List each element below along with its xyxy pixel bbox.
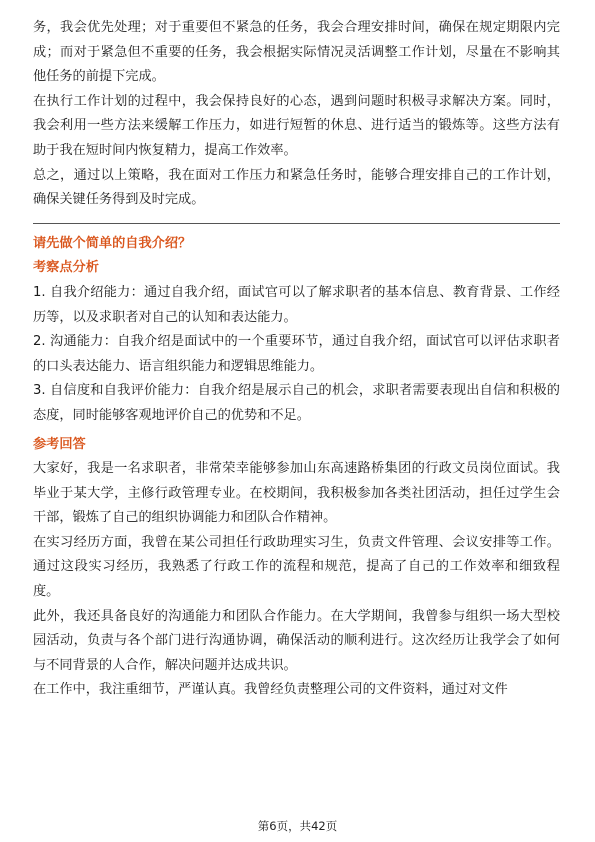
section-divider xyxy=(33,223,560,224)
answer-paragraph: 在实习经历方面，我曾在某公司担任行政助理实习生，负责文件管理、会议安排等工作。通过这段实习经历，我熟悉了行政工作的流程和规范，提高了自己的工作效率和细致程度。 xyxy=(33,534,560,600)
question-title: 请先做个简单的自我介绍？ xyxy=(33,235,192,251)
analysis-item: 3. 自信度和自我评价能力：自我介绍是展示自己的机会，求职者需要表现出自信和积极的态度，同时能够客观地评价自己的优势和不足。 xyxy=(33,383,560,423)
body-paragraph: 总之，通过以上策略，我在面对工作压力和紧急任务时，能够合理安排自己的工作计划，确保关键任务得到及时完成。 xyxy=(33,167,560,208)
body-paragraph: 务，我会优先处理；对于重要但不紧急的任务，我会合理安排时间，确保在规定期限内完成；而对于紧急但不重要的任务，我会根据实际情况灵活调整工作计划，尽量在不影响其他任务的前提下完成。 xyxy=(33,20,560,85)
analysis-item: 1. 自我介绍能力：通过自我介绍，面试官可以了解求职者的基本信息、教育背景、工作经历等，以及求职者对自己的认知和表达能力。 xyxy=(33,284,560,325)
page-number: 第6页，共42页 xyxy=(257,819,338,833)
answer-paragraph: 在工作中，我注重细节，严谨认真。我曾经负责整理公司的文件资料，通过对文件 xyxy=(33,682,508,698)
analysis-item: 2. 沟通能力：自我介绍是面试中的一个重要环节，通过自我介绍，面试官可以评估求职者的口头表达能力、语言组织能力和逻辑思维能力。 xyxy=(33,334,560,374)
body-paragraph: 在执行工作计划的过程中，我会保持良好的心态，遇到问题时积极寻求解决方案。同时，我会利用一些方法来缓解工作压力，如进行短暂的休息、进行适当的锻炼等。这些方法有助于我在短时间内恢复精力，提高工作效率。 xyxy=(33,93,560,158)
answer-paragraph: 大家好，我是一名求职者，非常荣幸能够参加山东高速路桥集团的行政文员岗位面试。我毕业于某大学，主修行政管理专业。在校期间，我积极参加各类社团活动，担任过学生会干部，锻炼了自己的组织协调能力和团队合作精神。 xyxy=(33,461,560,526)
analysis-heading: 考察点分析 xyxy=(33,260,99,276)
answer-paragraph: 此外，我还具备良好的沟通能力和团队合作能力。在大学期间，我曾参与组织一场大型校园活动，负责与各个部门进行沟通协调，确保活动的顺利进行。这次经历让我学会了如何与不同背景的人合作，解决问题并达成共识。 xyxy=(33,608,560,673)
document-page xyxy=(33,16,560,703)
answer-heading: 参考回答 xyxy=(33,436,86,452)
